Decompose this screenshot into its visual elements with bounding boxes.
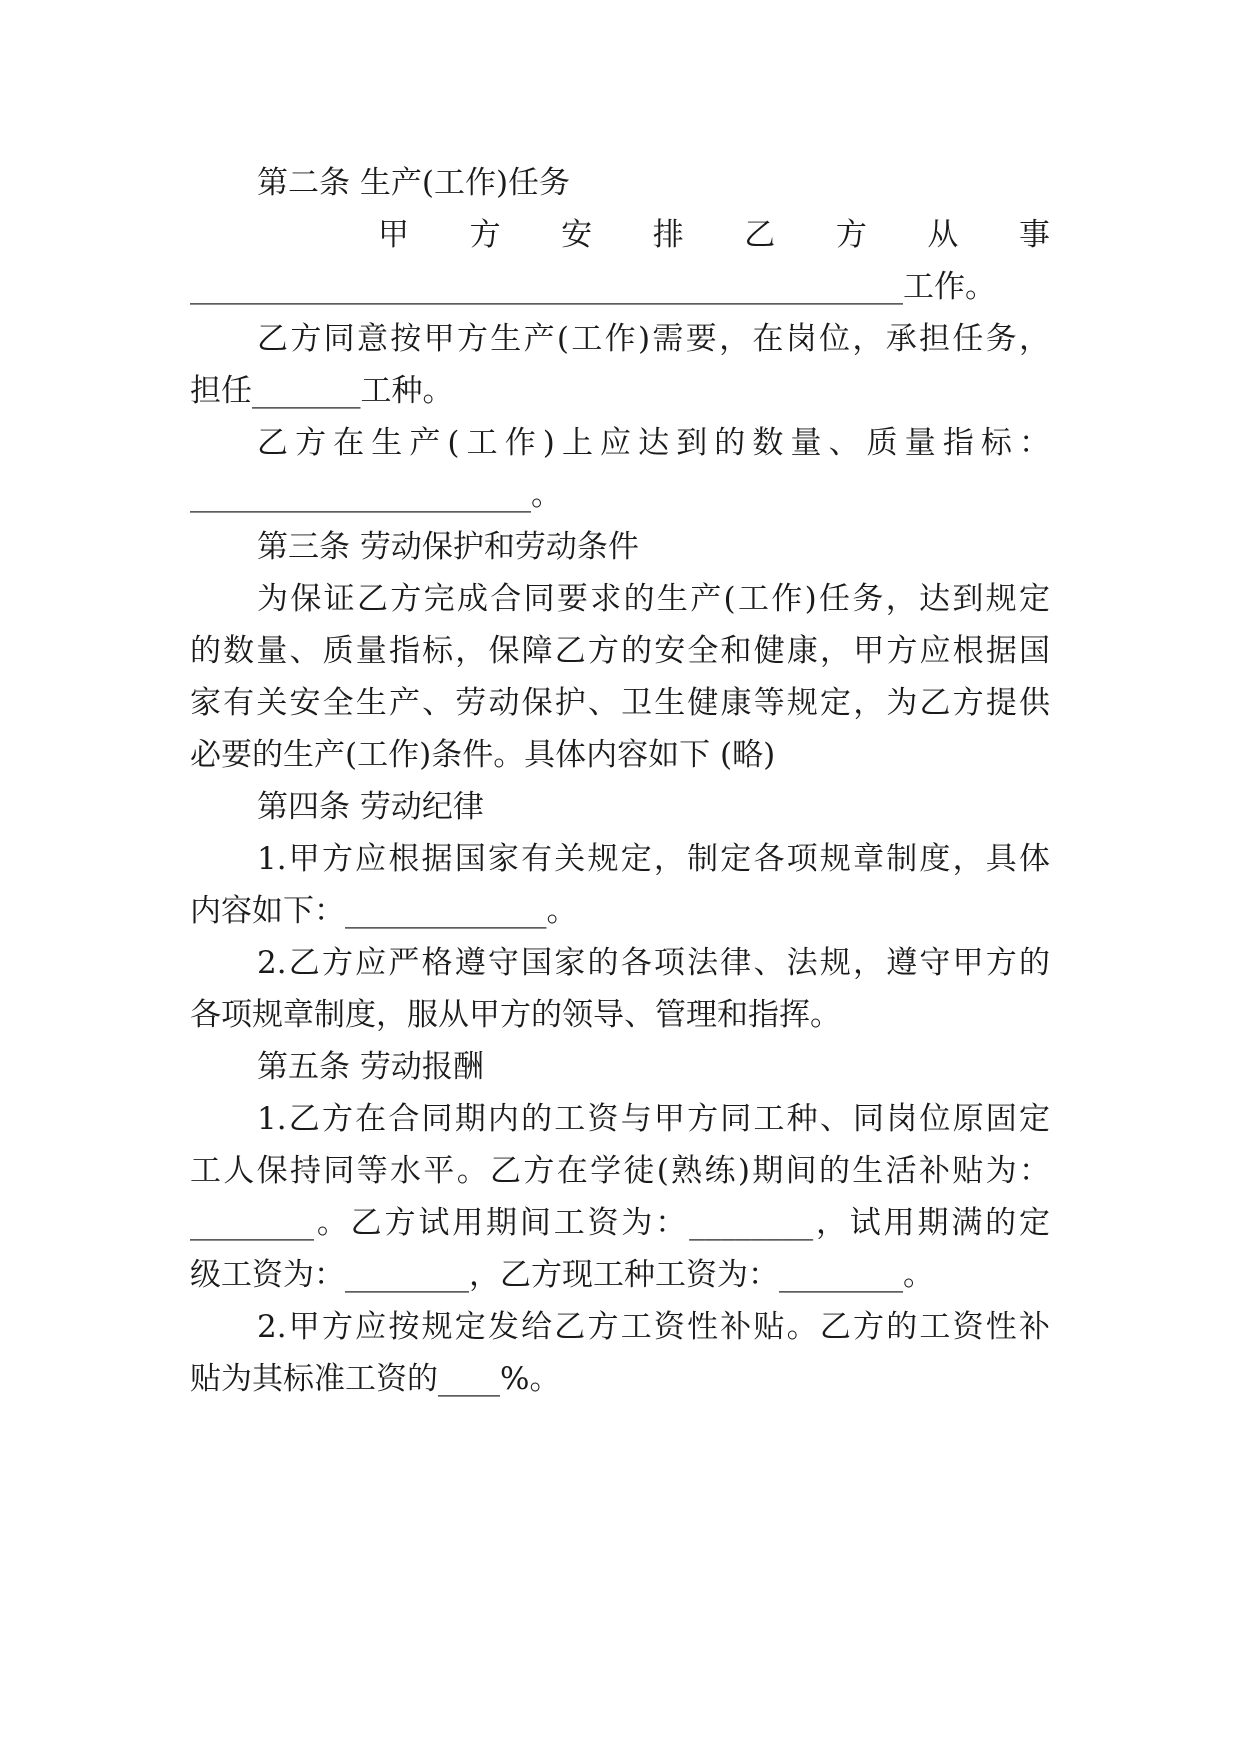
article-3-heading: 第三条 劳动保护和劳动条件 xyxy=(257,529,639,565)
article-2-heading: 第二条 生产(工作)任务 xyxy=(257,165,571,201)
text-line: 甲 方 安 排 乙 方 从 事 xyxy=(378,217,1050,253)
article-4-heading: 第四条 劳动纪律 xyxy=(257,789,484,825)
text-line: ________。乙方试用期间工资为：________，试用期满的定 xyxy=(190,1205,1050,1241)
text-line: 2.甲方应按规定发给乙方工资性补贴。乙方的工资性补 xyxy=(257,1309,1050,1345)
text-line: 级工资为：________，乙方现工种工资为：________。 xyxy=(190,1257,934,1293)
text-line: ______________________。 xyxy=(190,477,562,513)
text-line: 贴为其标准工资的____%。 xyxy=(190,1361,561,1397)
text-line: 乙方在生产(工作)上应达到的数量、质量指标： xyxy=(257,425,1050,461)
text-line: 内容如下：_____________。 xyxy=(190,893,578,929)
text-line: 家有关安全生产、劳动保护、卫生健康等规定，为乙方提供 xyxy=(190,685,1050,721)
text-line: 2.乙方应严格遵守国家的各项法律、法规，遵守甲方的 xyxy=(257,945,1050,981)
text-line: 乙方同意按甲方生产(工作)需要，在岗位，承担任务， xyxy=(257,321,1050,357)
text-line: 的数量、质量指标，保障乙方的安全和健康，甲方应根据国 xyxy=(190,633,1050,669)
text-line: 各项规章制度，服从甲方的领导、管理和指挥。 xyxy=(190,997,841,1033)
text-line: 1.乙方在合同期内的工资与甲方同工种、同岗位原固定 xyxy=(257,1101,1050,1137)
text-line: ______________________________________________工作。 xyxy=(190,269,996,305)
text-line: 担任_______工种。 xyxy=(190,373,454,409)
text-line: 1.甲方应根据国家有关规定，制定各项规章制度，具体 xyxy=(257,841,1050,877)
text-line: 必要的生产(工作)条件。具体内容如下 (略) xyxy=(190,737,776,773)
text-line: 工人保持同等水平。乙方在学徒(熟练)期间的生活补贴为： xyxy=(190,1153,1050,1189)
article-5-heading: 第五条 劳动报酬 xyxy=(257,1049,484,1085)
text-line: 为保证乙方完成合同要求的生产(工作)任务，达到规定 xyxy=(257,581,1050,617)
